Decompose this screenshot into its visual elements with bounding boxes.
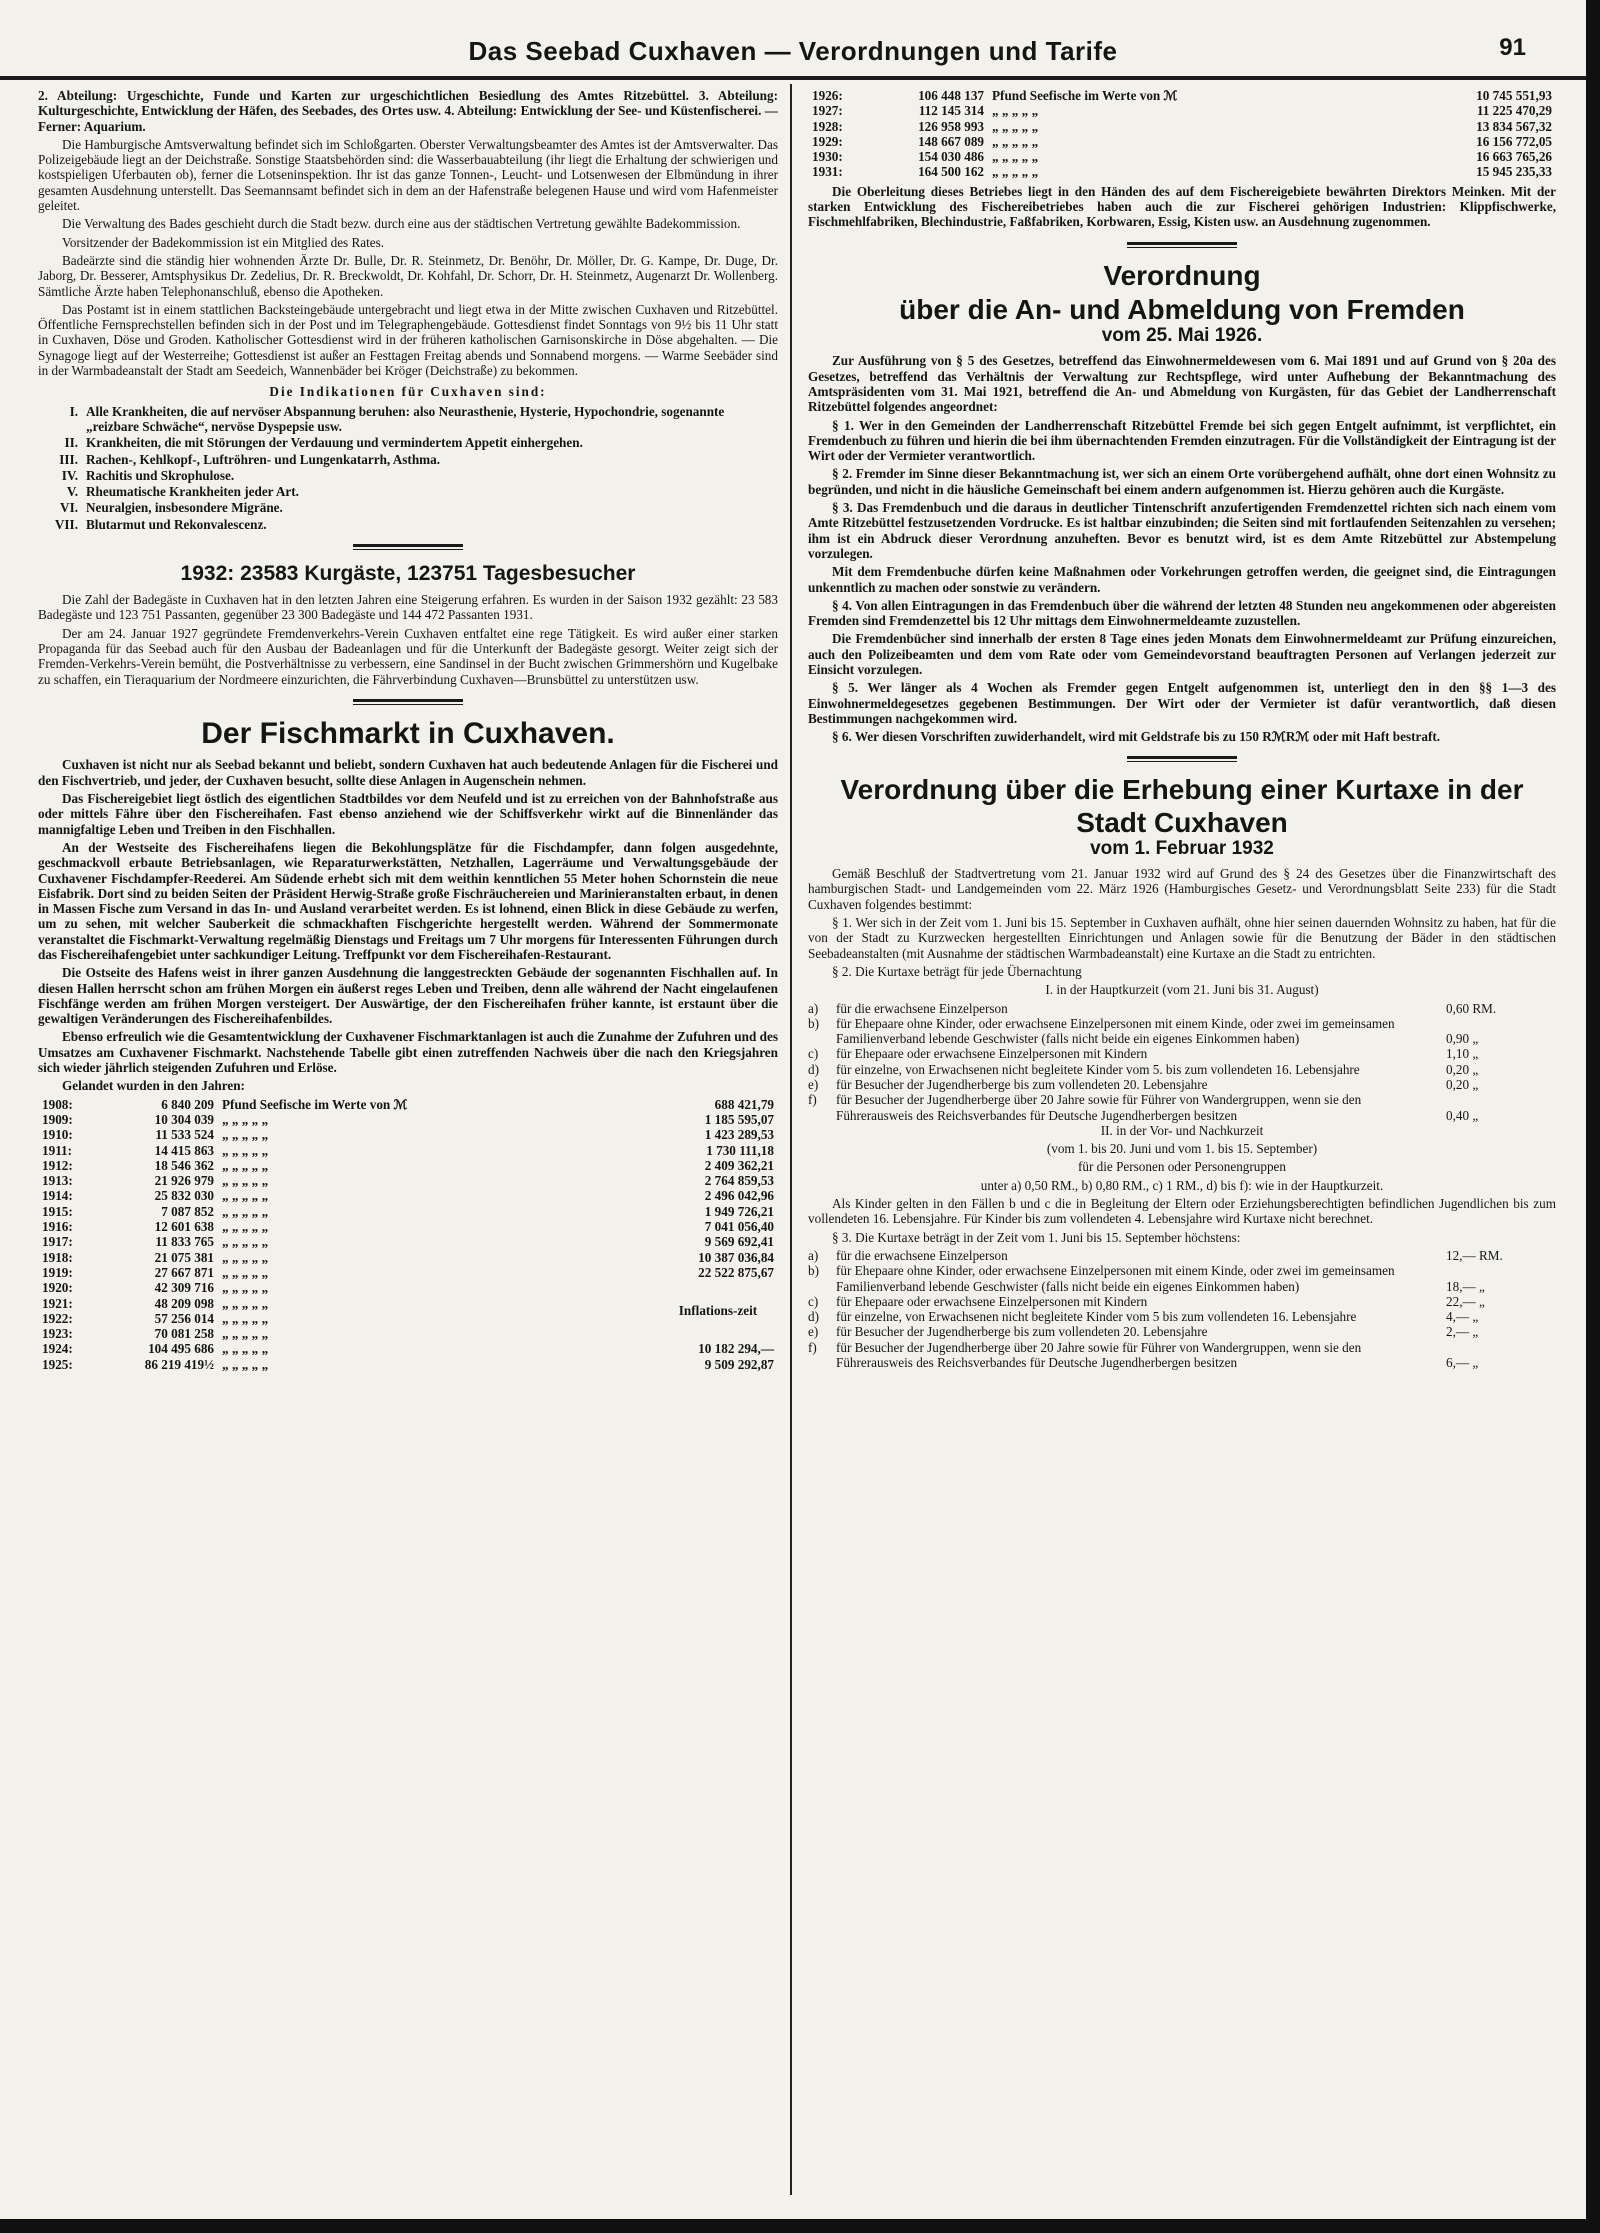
tariff-item xyxy=(808,1324,1556,1339)
regulation-1-subtitle: über die An- und Abmeldung von Fremden xyxy=(899,293,1465,325)
right-column xyxy=(808,88,1556,2195)
regulation-1-section-1: § 1. Wer in den Gemeinden der Landherrenschaft Ritzebüttel Fremde bei sich gegen Entgelt aufnimmt, ist verpflichtet, ein Fremdenbuch zu führen und hierin die bei ihm übernachtenden Fremden einzutragen. Für die Vollständigkeit der Eintragung ist der Wirt oder der Vermieter verantwortlich. xyxy=(808,417,1556,464)
unit-cell: „ „ „ „ „ xyxy=(992,133,1039,149)
tariff-text: für Ehepaare oder erwachsene Einzelpersonen mit Kindern xyxy=(836,1046,1148,1062)
indication-item xyxy=(38,517,778,532)
regulation-1-section-5: § 5. Wer länger als 4 Wochen als Fremder gegen Entgelt aufgenommen ist, unterliegt den in den §§ 1—3 des Einwohnermeldegesetzes gegebenen Bestimmungen. Der Wirt oder der Vermieter ist dafür verantwortlich, daß diesen Bestimmungen nachgekommen wird. xyxy=(808,680,1556,726)
landings-table-continued xyxy=(808,88,1556,180)
table-row xyxy=(38,1234,778,1249)
indications-heading: Die Indikationen für Cuxhaven sind: xyxy=(269,384,547,400)
tariff-text: für Besucher der Jugendherberge bis zum vollendeten 20. Lebensjahre xyxy=(836,1077,1208,1092)
table-row xyxy=(38,1341,778,1356)
indication-text: Blutarmut und Rekonvalescenz. xyxy=(86,516,267,532)
value-cell: 16 156 772,05 xyxy=(1476,133,1552,149)
tariff-item xyxy=(808,1092,1556,1123)
table-row xyxy=(38,1219,778,1234)
year-cell: 1926: xyxy=(812,88,843,103)
tourism-association-paragraph: Der am 24. Januar 1927 gegründete Fremdenverkehrs-Verein Cuxhaven entfaltet eine rege Tätigkeit. Es wird außer einer starken Propaganda für das Seebad auch für den Ausbau der Badeanlagen und für die Unterkunft der Badegäste gesorgt. Weiter zeigt sich der Fremden-Verkehrs-Verein bemüht, die Postverhältnisse zu verbessern, eine Sandinsel in der Bucht zwischen Grimmershörn und Kugelbake zu schaffen, ein Tieraquarium der Nordmeere einzurichten, die Fährverbindung Cuxhaven—Brunsbüttel zu unterstützen usw. xyxy=(38,625,778,687)
tariff-price: 4,— „ xyxy=(1446,1309,1479,1325)
unit-cell: „ „ „ „ „ xyxy=(992,164,1039,180)
table-row xyxy=(808,134,1556,149)
table-row xyxy=(38,1127,778,1142)
tariff-text: für Besucher der Jugendherberge über 20 Jahre sowie für Führer von Wandergruppen, wenn sie den Führerausweis des Reichsverbandes für Deutsche Jugendherbergen besitzen xyxy=(836,1339,1362,1371)
value-cell: 10 387 036,84 xyxy=(698,1249,774,1265)
year-cell: 1910: xyxy=(42,1127,73,1143)
indication-item xyxy=(38,484,778,499)
year-cell: 1928: xyxy=(812,118,843,134)
left-column xyxy=(38,88,778,2195)
tariff-letter: e) xyxy=(808,1324,819,1340)
indication-item xyxy=(38,468,778,483)
indication-number: VII. xyxy=(54,516,78,532)
table-row xyxy=(38,1357,778,1372)
amount-cell: 42 309 716 xyxy=(154,1280,214,1296)
tariff-letter: a) xyxy=(808,1247,819,1263)
amount-cell: 12 601 638 xyxy=(154,1219,214,1235)
unit-cell: „ „ „ „ „ xyxy=(222,1326,269,1342)
tariff-item xyxy=(808,1309,1556,1324)
unit-cell: „ „ „ „ „ xyxy=(222,1280,269,1296)
tariff-item xyxy=(808,1016,1556,1047)
amount-cell: 70 081 258 xyxy=(154,1326,214,1342)
year-cell: 1911: xyxy=(42,1142,73,1158)
year-cell: 1929: xyxy=(812,133,843,149)
amount-cell: 112 145 314 xyxy=(918,103,984,119)
year-cell: 1921: xyxy=(42,1295,73,1311)
table-row xyxy=(808,164,1556,179)
off-season-prices: unter a) 0,50 RM., b) 0,80 RM., c) 1 RM., d) bis f): wie in der Hauptkurzeit. xyxy=(980,1177,1384,1193)
value-cell: 15 945 235,33 xyxy=(1476,164,1552,180)
indications-list xyxy=(38,404,778,532)
tariff-price: 0,20 „ xyxy=(1446,1061,1479,1077)
indication-item xyxy=(38,452,778,467)
tariff-item xyxy=(808,1248,1556,1263)
tariff-item xyxy=(808,1340,1556,1371)
table-row xyxy=(808,88,1556,103)
landings-table-intro: Gelandet wurden in den Jahren: xyxy=(62,1078,245,1094)
inflation-label: Inflations-zeit xyxy=(678,1303,758,1319)
page-number: 91 xyxy=(1499,34,1526,61)
year-cell: 1925: xyxy=(42,1356,73,1372)
table-row xyxy=(38,1280,778,1295)
regulation-1-date: vom 25. Mai 1926. xyxy=(1101,325,1263,347)
tariff-text: für Ehepaare oder erwachsene Einzelpersonen mit Kindern xyxy=(836,1293,1148,1309)
regulation-2-section-3: § 3. Die Kurtaxe beträgt in der Zeit vom 1. Juni bis 15. September höchstens: xyxy=(832,1229,1241,1245)
value-cell: 1 949 726,21 xyxy=(704,1203,774,1219)
unit-cell: „ „ „ „ „ xyxy=(222,1142,269,1158)
off-season-dates: (vom 1. bis 20. Juni und vom 1. bis 15. September) xyxy=(1046,1141,1318,1157)
table-row xyxy=(38,1112,778,1127)
unit-cell: Pfund Seefische im Werte von ℳ xyxy=(222,1096,408,1112)
amount-cell: 25 832 030 xyxy=(154,1188,214,1204)
amount-cell: 14 415 863 xyxy=(154,1142,214,1158)
off-season-groups: für die Personen oder Personengruppen xyxy=(1077,1159,1286,1175)
tariff-text: für einzelne, von Erwachsenen nicht begleitete Kinder vom 5. bis zum vollendeten 16. Lebensjahre xyxy=(836,1061,1360,1077)
visitor-stats-heading: 1932: 23583 Kurgäste, 123751 Tagesbesucher xyxy=(180,562,636,586)
section-separator xyxy=(353,699,463,705)
indication-text: Alle Krankheiten, die auf nervöser Abspannung beruhen: also Neurasthenie, Hysterie, Hypochondrie, sogenannte „reizbare Schwäche“, nervöse Dyspepsie usw. xyxy=(86,403,725,434)
year-cell: 1919: xyxy=(42,1264,73,1280)
maximum-tariffs xyxy=(808,1248,1556,1370)
regulation-1-intro: Zur Ausführung von § 5 des Gesetzes, betreffend das Einwohnermeldewesen vom 6. Mai 1891 und auf Grund von § 20a des Gesetzes, betreffend das Verhältnis der Verwaltung zur Rechtspflege, wird unter Aufhebung der Bekanntmachung des Amtspräsidenten vom 31. Mai 1921, betreffend die An- und Abmeldung von Kurgästen, für das Gebiet der Landherrenschaft Ritzebüttel folgendes angeordnet: xyxy=(808,353,1556,415)
amount-cell: 10 304 039 xyxy=(154,1111,214,1127)
fishing-area-paragraph: Das Fischereigebiet liegt östlich des eigentlichen Stadtbildes vor dem Neufeld und ist zu erreichen von der Bahnhofstraße aus oder mittels Fähre über den Fischereihafen. Fast ebenso anziehend wie der Schiffsverkehr wirkt auf die Binnenländer das mannigfaltige Leben und Treiben in den Fischhallen. xyxy=(38,791,778,837)
amount-cell: 11 833 765 xyxy=(155,1234,214,1250)
section-separator xyxy=(353,544,463,550)
indication-number: III. xyxy=(59,451,78,467)
unit-cell: „ „ „ „ „ xyxy=(222,1310,269,1326)
table-row xyxy=(38,1143,778,1158)
regulation-1-title: Verordnung xyxy=(1103,259,1261,291)
value-cell: 2 764 859,53 xyxy=(704,1173,774,1189)
table-row xyxy=(808,103,1556,118)
value-cell: 10 182 294,— xyxy=(698,1341,774,1357)
tariff-letter: f) xyxy=(808,1339,817,1355)
year-cell: 1917: xyxy=(42,1234,73,1250)
value-cell: 11 225 470,29 xyxy=(1476,103,1552,119)
table-row xyxy=(38,1250,778,1265)
value-cell: 1 730 111,18 xyxy=(706,1142,774,1158)
tariff-letter: d) xyxy=(808,1309,819,1325)
tariff-letter: f) xyxy=(808,1092,817,1108)
indication-number: II. xyxy=(64,435,78,451)
amount-cell: 164 500 162 xyxy=(918,164,984,180)
tariff-text: für die erwachsene Einzelperson xyxy=(836,1247,1008,1263)
value-cell: 2 409 362,21 xyxy=(704,1157,774,1173)
regulation-2-title: Verordnung über die Erhebung einer Kurtaxe in der Stadt Cuxhaven xyxy=(840,774,1524,838)
page-header xyxy=(0,30,1586,80)
year-cell: 1923: xyxy=(42,1326,73,1342)
tariff-text: für Ehepaare ohne Kinder, oder erwachsene Einzelpersonen mit einem Kinde, oder zwei im gemeinsamen Familienverband lebende Geschwister (falls nicht beide ein eigenes Einkommen haben) xyxy=(836,1015,1395,1047)
amount-cell: 11 533 524 xyxy=(155,1127,214,1143)
section-separator xyxy=(1127,242,1237,248)
tariff-letter: c) xyxy=(808,1046,819,1062)
regulation-2-section-2: § 2. Die Kurtaxe beträgt für jede Übernachtung xyxy=(832,963,1082,979)
unit-cell: „ „ „ „ „ xyxy=(222,1203,269,1219)
table-row xyxy=(38,1097,778,1112)
tariff-letter: c) xyxy=(808,1293,819,1309)
unit-cell: „ „ „ „ „ xyxy=(222,1111,269,1127)
commission-chair-paragraph: Vorsitzender der Badekommission ist ein Mitglied des Rates. xyxy=(62,234,385,250)
table-row xyxy=(38,1188,778,1203)
tariff-letter: d) xyxy=(808,1061,819,1077)
east-side-paragraph: Die Ostseite des Hafens weist in ihrer ganzen Ausdehnung die langgestreckten Gebäude der sogenannten Fischhallen auf. In diesen Hallen herrscht schon am frühen Morgen ein äußerst reges Leben und Treiben, denn alle während der Nacht eingelaufenen Fischfänge werden am frühen Morgen versteigert. Der Auswärtige, der den Fischereihafen früher kannte, ist erstaunt über die gewaltigen Veränderungen des Fischereihafenbildes. xyxy=(38,965,778,1027)
off-season-heading: II. in der Vor- und Nachkurzeit xyxy=(1100,1122,1264,1138)
tariff-price: 1,10 „ xyxy=(1446,1046,1479,1062)
indication-number: VI. xyxy=(60,500,78,516)
indication-number: IV. xyxy=(61,467,78,483)
amount-cell: 48 209 098 xyxy=(154,1295,214,1311)
table-row xyxy=(808,149,1556,164)
indication-text: Rachen-, Kehlkopf-, Luftröhren- und Lungenkatarrh, Asthma. xyxy=(86,451,441,467)
value-cell: 9 569 692,41 xyxy=(704,1234,774,1250)
value-cell: 1 423 289,53 xyxy=(704,1127,774,1143)
unit-cell: Pfund Seefische im Werte von ℳ xyxy=(992,88,1178,103)
administration-paragraph: Die Hamburgische Amtsverwaltung befindet sich im Schloßgarten. Oberster Verwaltungsbeamter des Amtes ist der Amtsverwalter. Das Polizeigebäude liegt an der Deichstraße. Sonstige Staatsbehörden sind: die Wasserbauabteilung (ihr liegt die Erhaltung der schwierigen und kostspieligen Uferbauten ob), ferner die Lotseninspektion. Ihr ist das ganze Tonnen-, Leucht- und Lotsenwesen der Elbmündung in ihrer gesamten Ausdehnung unterstellt. Das Seemannsamt befindet sich in dem an der Hafenstraße belegenen Hause und wird vom Hafenmeister geleitet. xyxy=(38,136,778,214)
year-cell: 1920: xyxy=(42,1280,73,1296)
fish-market-intro-paragraph: Cuxhaven ist nicht nur als Seebad bekannt und beliebt, sondern Cuxhaven hat auch bedeutende Anlagen für die Fischerei und den Fischvertrieb, und jeder, der Cuxhaven besucht, sollte diese Anlagen in Augenschein nehmen. xyxy=(38,757,778,788)
table-row xyxy=(808,119,1556,134)
indication-text: Neuralgien, insbesondere Migräne. xyxy=(86,500,283,516)
tariff-price: 0,20 „ xyxy=(1446,1077,1479,1092)
year-cell: 1931: xyxy=(812,164,843,180)
tariff-letter: b) xyxy=(808,1263,819,1279)
amount-cell: 6 840 209 xyxy=(161,1096,214,1112)
value-cell: 10 745 551,93 xyxy=(1476,88,1552,103)
year-cell: 1909: xyxy=(42,1111,73,1127)
regulation-2-intro: Gemäß Beschluß der Stadtvertretung vom 21. Januar 1932 wird auf Grund des § 24 des Gesetzes über die Finanzwirtschaft des hamburgischen Stadt- und Landgemeinden vom 22. März 1926 (Hamburgisches Gesetz- und Verordnungsblatt Seite 233) für die Stadt Cuxhaven folgendes bestimmt: xyxy=(808,866,1556,912)
regulation-2-section-1: § 1. Wer sich in der Zeit vom 1. Juni bis 15. September in Cuxhaven aufhält, ohne hier seinen dauernden Wohnsitz zu haben, hat für die von der Stadt zu Kurzwecken hergestellten Einrichtungen und Anlagen sowie für die Benutzung der Bäder in den städtischen Seebadeanstalten (mit Ausnahme der städtischen Warmbadeanstalt) eine Kurtaxe an die Stadt zu entrichten. xyxy=(808,915,1556,961)
tariff-letter: e) xyxy=(808,1077,819,1092)
unit-cell: „ „ „ „ „ xyxy=(222,1264,269,1280)
tariff-price: 18,— „ xyxy=(1446,1278,1485,1294)
unit-cell: „ „ „ „ „ xyxy=(222,1356,269,1372)
table-row xyxy=(38,1204,778,1219)
amount-cell: 104 495 686 xyxy=(148,1341,214,1357)
indication-item xyxy=(38,500,778,515)
unit-cell: „ „ „ „ „ xyxy=(222,1173,269,1189)
year-cell: 1915: xyxy=(42,1203,73,1219)
year-cell: 1918: xyxy=(42,1249,73,1265)
post-office-paragraph: Das Postamt ist in einem stattlichen Backsteingebäude untergebracht und liegt etwa in der Mitte zwischen Cuxhaven und Ritzebüttel. Öffentliche Fernsprechstellen befinden sich in der Post und im Telegraphengebäude. Gottesdienst findet Sonntags von 9½ bis 11 Uhr statt in Cuxhaven, Döse und Groden. Katholischer Gottesdienst wird in der früheren katholischen Garnisonskirche in Döse abgehalten. — Die Synagoge liegt auf der Westerreihe; Gottesdienst ist außer an Festtagen Freitag abends und Sonnabend morgens. — Warme Seebäder sind in der Warmbadeanstalt der Stadt am Seedeich, Wannenbäder bei Kröger (Deichstraße) zu bekommen. xyxy=(38,301,778,379)
value-cell: 1 185 595,07 xyxy=(704,1111,774,1127)
tariff-price: 6,— „ xyxy=(1446,1355,1479,1371)
tariff-text: für Besucher der Jugendherberge bis zum vollendeten 20. Lebensjahre xyxy=(836,1324,1208,1340)
regulation-2-date: vom 1. Februar 1932 xyxy=(1090,837,1274,859)
unit-cell: „ „ „ „ „ xyxy=(222,1188,269,1204)
year-cell: 1924: xyxy=(42,1341,73,1357)
tariff-price: 12,— RM. xyxy=(1446,1247,1503,1263)
unit-cell: „ „ „ „ „ xyxy=(992,118,1039,134)
regulation-1-section-3b: Mit dem Fremdenbuche dürfen keine Maßnahmen oder Vorkehrungen getroffen werden, die geeignet sind, die Eintragungen unkenntlich zu machen oder sonstwie zu verändern. xyxy=(808,564,1556,595)
year-cell: 1930: xyxy=(812,149,843,165)
unit-cell: „ „ „ „ „ xyxy=(222,1219,269,1235)
tariff-item xyxy=(808,1294,1556,1309)
tariff-letter: a) xyxy=(808,1000,819,1016)
amount-cell: 21 926 979 xyxy=(154,1173,214,1189)
unit-cell: „ „ „ „ „ xyxy=(992,149,1039,165)
year-cell: 1916: xyxy=(42,1219,73,1235)
unit-cell: „ „ „ „ „ xyxy=(222,1127,269,1143)
value-cell: 2 496 042,96 xyxy=(704,1188,774,1204)
indication-number: V. xyxy=(66,484,78,500)
tariff-letter: b) xyxy=(808,1015,819,1031)
unit-cell: „ „ „ „ „ xyxy=(222,1234,269,1250)
amount-cell: 27 667 871 xyxy=(154,1264,214,1280)
value-cell: 7 041 056,40 xyxy=(704,1219,774,1235)
indication-number: I. xyxy=(69,403,78,419)
indication-text: Rachitis und Skrophulose. xyxy=(86,467,235,483)
table-row xyxy=(38,1173,778,1188)
amount-cell: 148 667 089 xyxy=(918,133,984,149)
indication-item xyxy=(38,435,778,450)
tariff-item xyxy=(808,1062,1556,1077)
value-cell xyxy=(658,1280,778,1341)
children-note: Als Kinder gelten in den Fällen b und c die in Begleitung der Eltern oder Erziehungsberechtigten befindlichen Jugendlichen bis zum vollendeten 16. Lebensjahre. Für Kinder bis zum vollendeten 4. Lebensjahre wird Kurtaxe nicht berechnet. xyxy=(808,1196,1556,1227)
value-cell: 9 509 292,87 xyxy=(704,1356,774,1372)
unit-cell: „ „ „ „ „ xyxy=(222,1249,269,1265)
tariff-item xyxy=(808,1001,1556,1016)
year-cell: 1908: xyxy=(42,1096,73,1112)
management-paragraph: Die Oberleitung dieses Betriebes liegt in den Händen des auf dem Fischereigebiete bewährten Direktors Meinken. Mit der starken Entwicklung des Fischereibetriebes haben auch die zur Fischerei gehörigen Industrien: Klippfischwerke, Fischmehlfabriken, Blechindustrie, Faßfabriken, Korbwaren, Essig, Kisten usw. an Ausdehnung zugenommen. xyxy=(808,183,1556,230)
section-separator xyxy=(1127,756,1237,762)
main-season-heading: I. in der Hauptkurzeit (vom 21. Juni bis 31. August) xyxy=(1045,982,1319,998)
tariff-text: für Besucher der Jugendherberge über 20 Jahre sowie für Führer von Wandergruppen, wenn sie den Führerausweis des Reichsverbandes für Deutsche Jugendherbergen besitzen xyxy=(836,1092,1362,1123)
fish-market-heading: Der Fischmarkt in Cuxhaven. xyxy=(201,716,615,750)
amount-cell: 21 075 381 xyxy=(154,1249,214,1265)
amount-cell: 154 030 486 xyxy=(918,149,984,165)
museum-departments-paragraph: 2. Abteilung: Urgeschichte, Funde und Karten zur urgeschichtlichen Besiedlung des Amtes Ritzebüttel. 3. Abteilung: Kulturgeschichte, Entwicklung der Häfen, des Seebades, des Ortes usw. 4. Abteilung: Entwicklung der See- und Küstenfischerei. — Ferner: Aquarium. xyxy=(38,88,778,134)
bath-doctors-paragraph: Badeärzte sind die ständig hier wohnenden Ärzte Dr. Bulle, Dr. R. Steinmetz, Dr. Benöhr, Dr. Möller, Dr. G. Kampe, Dr. Duge, Dr. Jaborg, Dr. Besserer, Amtsphysikus Dr. Zedelius, Dr. R. Breckwoldt, Dr. Kohfahl, Dr. Schorr, Dr. H. Steinmetz, Augenarzt Dr. Wollenberg. Sämtliche Ärzte haben Telephonanschluß, ebenso die Apotheken. xyxy=(38,252,778,299)
landings-table xyxy=(38,1097,778,1372)
main-season-tariffs xyxy=(808,1001,1556,1123)
tariff-price: 0,40 „ xyxy=(1446,1107,1479,1123)
tariff-item xyxy=(808,1077,1556,1092)
indication-item xyxy=(38,404,778,435)
amount-cell: 106 448 137 xyxy=(918,88,984,103)
regulation-1-section-3: § 3. Das Fremdenbuch und die daraus in deutlicher Tintenschrift anzufertigenden Fremdenzettel richten sich nach einem vom Amte Ritzebüttel festzusetzenden Vordrucke. Es ist haltbar einzubinden; die Seiten sind mit fortlaufenden Seitenzahlen zu versehen; ihm ist ein Abdruck dieser Verordnung anzuheften. Bevor es benutzt wird, ist es dem Amte Ritzebüttel zur Abstempelung vorzulegen. xyxy=(808,500,1556,561)
tariff-text: für Ehepaare ohne Kinder, oder erwachsene Einzelpersonen mit einem Kinde, oder zwei im gemeinsamen Familienverband lebende Geschwister (falls nicht beide ein eigenes Einkommen haben) xyxy=(836,1263,1395,1294)
indication-text: Rheumatische Krankheiten jeder Art. xyxy=(86,484,299,500)
year-cell: 1913: xyxy=(42,1173,73,1189)
growth-paragraph: Ebenso erfreulich wie die Gesamtentwicklung der Cuxhavener Fischmarktanlagen ist auch die Zunahme der Zufuhren und des Umsatzes am Cuxhavener Fischmarkt. Nachstehende Tabelle gibt einen zutreffenden Nachweis über die nach den Kriegsjahren sich wieder jährlich steigenden Zufuhren und Erlöse. xyxy=(38,1029,778,1076)
west-side-paragraph: An der Westseite des Fischereihafens liegen die Bekohlungsplätze für die Fischdampfer, dann folgen ausgedehnte, geschmackvoll erbaute Betriebsanlagen, wie Reparaturwerkstätten, Netzhallen, Lagerräume und Verwaltungsgebäude der Cuxhavener Fischdampfer-Reederei. Am Südende erhebt sich mit dem weithin kenntlichen 55 Meter hohen Schornstein die neue Eisfabrik. Dort sind zu beiden Seiten der Präsident Herwig-Straße große Fischräuchereien und Marinieranstalten erbaut, in denen in Massen Fische zum Versand in das In- und Ausland verarbeitet werden. Es ist lohnend, einen Blick in diese Gebäude zu werfen, um zu sehen, mit welcher Sauberkeit die schmackhaften Fischgerichte hergestellt werden. Während der Sommermonate veranstaltet die Fischmarkt-Verwaltung regelmäßig Dienstags und Freitags um 7 Uhr morgens für Interessenten Führungen durch das Fischereihafengebiet unter sachkundiger Leitung. Treffpunkt vor dem Fischereihafen-Restaurant. xyxy=(38,839,778,962)
unit-cell: „ „ „ „ „ xyxy=(222,1341,269,1357)
tariff-text: für einzelne, von Erwachsenen nicht begleitete Kinder vom 5 bis zum vollendeten 16. Lebensjahre xyxy=(836,1309,1357,1325)
tariff-text: für die erwachsene Einzelperson xyxy=(836,1000,1008,1016)
column-divider xyxy=(790,84,792,2195)
visitor-stats-paragraph: Die Zahl der Badegäste in Cuxhaven hat in den letzten Jahren eine Steigerung erfahren. Es wurden in der Saison 1932 gezählt: 23 583 Badegäste und 123 751 Passanten, gegenüber 23 300 Badegäste und 144 472 Passanten 1931. xyxy=(38,592,778,623)
regulation-1-section-6: § 6. Wer diesen Vorschriften zuwiderhandelt, wird mit Geldstrafe bis zu 150 RℳRℳ oder mit Haft bestraft. xyxy=(832,729,1441,745)
amount-cell: 57 256 014 xyxy=(154,1310,214,1326)
tariff-price: 2,— „ xyxy=(1446,1324,1479,1340)
year-cell: 1927: xyxy=(812,103,843,119)
tariff-price: 0,60 RM. xyxy=(1446,1000,1497,1016)
unit-cell: „ „ „ „ „ xyxy=(222,1295,269,1311)
amount-cell: 126 958 993 xyxy=(918,118,984,134)
indication-text: Krankheiten, die mit Störungen der Verdauung und vermindertem Appetit einhergehen. xyxy=(86,435,583,451)
table-row xyxy=(38,1265,778,1280)
running-title: Das Seebad Cuxhaven — Verordnungen und Tarife xyxy=(468,36,1118,66)
regulation-1-section-2: § 2. Fremder im Sinne dieser Bekanntmachung ist, wer sich an einem Orte vorübergehend aufhält, ohne dort einen Wohnsitz zu begründen, und nicht in die häusliche Gemeinschaft bei einem andern aufgenommen ist. Hierzu gehören auch die Kurgäste. xyxy=(808,466,1556,497)
year-cell: 1922: xyxy=(42,1310,73,1326)
regulation-1-section-4b: Die Fremdenbücher sind innerhalb der ersten 8 Tage eines jeden Monats dem Einwohnermeldeamt zur Prüfung einzureichen, auch den Polizeibeamten und dem vom Rate oder vom Gemeindevorstand beauftragten Personen auf Verlangen jederzeit zur Einsicht vorzulegen. xyxy=(808,631,1556,677)
table-row xyxy=(38,1158,778,1173)
bath-administration-paragraph: Die Verwaltung des Bades geschieht durch die Stadt bezw. durch eine aus der städtischen Vertretung gewählte Badekommission. xyxy=(62,216,741,232)
tariff-item xyxy=(808,1263,1556,1294)
value-cell: 688 421,79 xyxy=(714,1096,774,1112)
value-cell: 22 522 875,67 xyxy=(698,1264,774,1280)
regulation-1-section-4: § 4. Von allen Eintragungen in das Fremdenbuch über die während der letzten 48 Stunden neu angekommenen oder abgereisten Fremden sind Fremdenzettel bis 12 Uhr mittags dem Einwohnermeldeamte zuzustellen. xyxy=(808,597,1556,629)
tariff-price: 22,— „ xyxy=(1446,1293,1485,1309)
value-cell: 13 834 567,32 xyxy=(1476,118,1552,134)
amount-cell: 18 546 362 xyxy=(154,1157,214,1173)
tariff-item xyxy=(808,1046,1556,1061)
amount-cell: 86 219 419½ xyxy=(144,1356,214,1372)
year-cell: 1912: xyxy=(42,1157,73,1173)
amount-cell: 7 087 852 xyxy=(161,1203,214,1219)
tariff-price: 0,90 „ xyxy=(1446,1031,1479,1047)
unit-cell: „ „ „ „ „ xyxy=(992,103,1039,119)
value-cell: 16 663 765,26 xyxy=(1476,149,1552,165)
unit-cell: „ „ „ „ „ xyxy=(222,1157,269,1173)
year-cell: 1914: xyxy=(42,1188,73,1204)
